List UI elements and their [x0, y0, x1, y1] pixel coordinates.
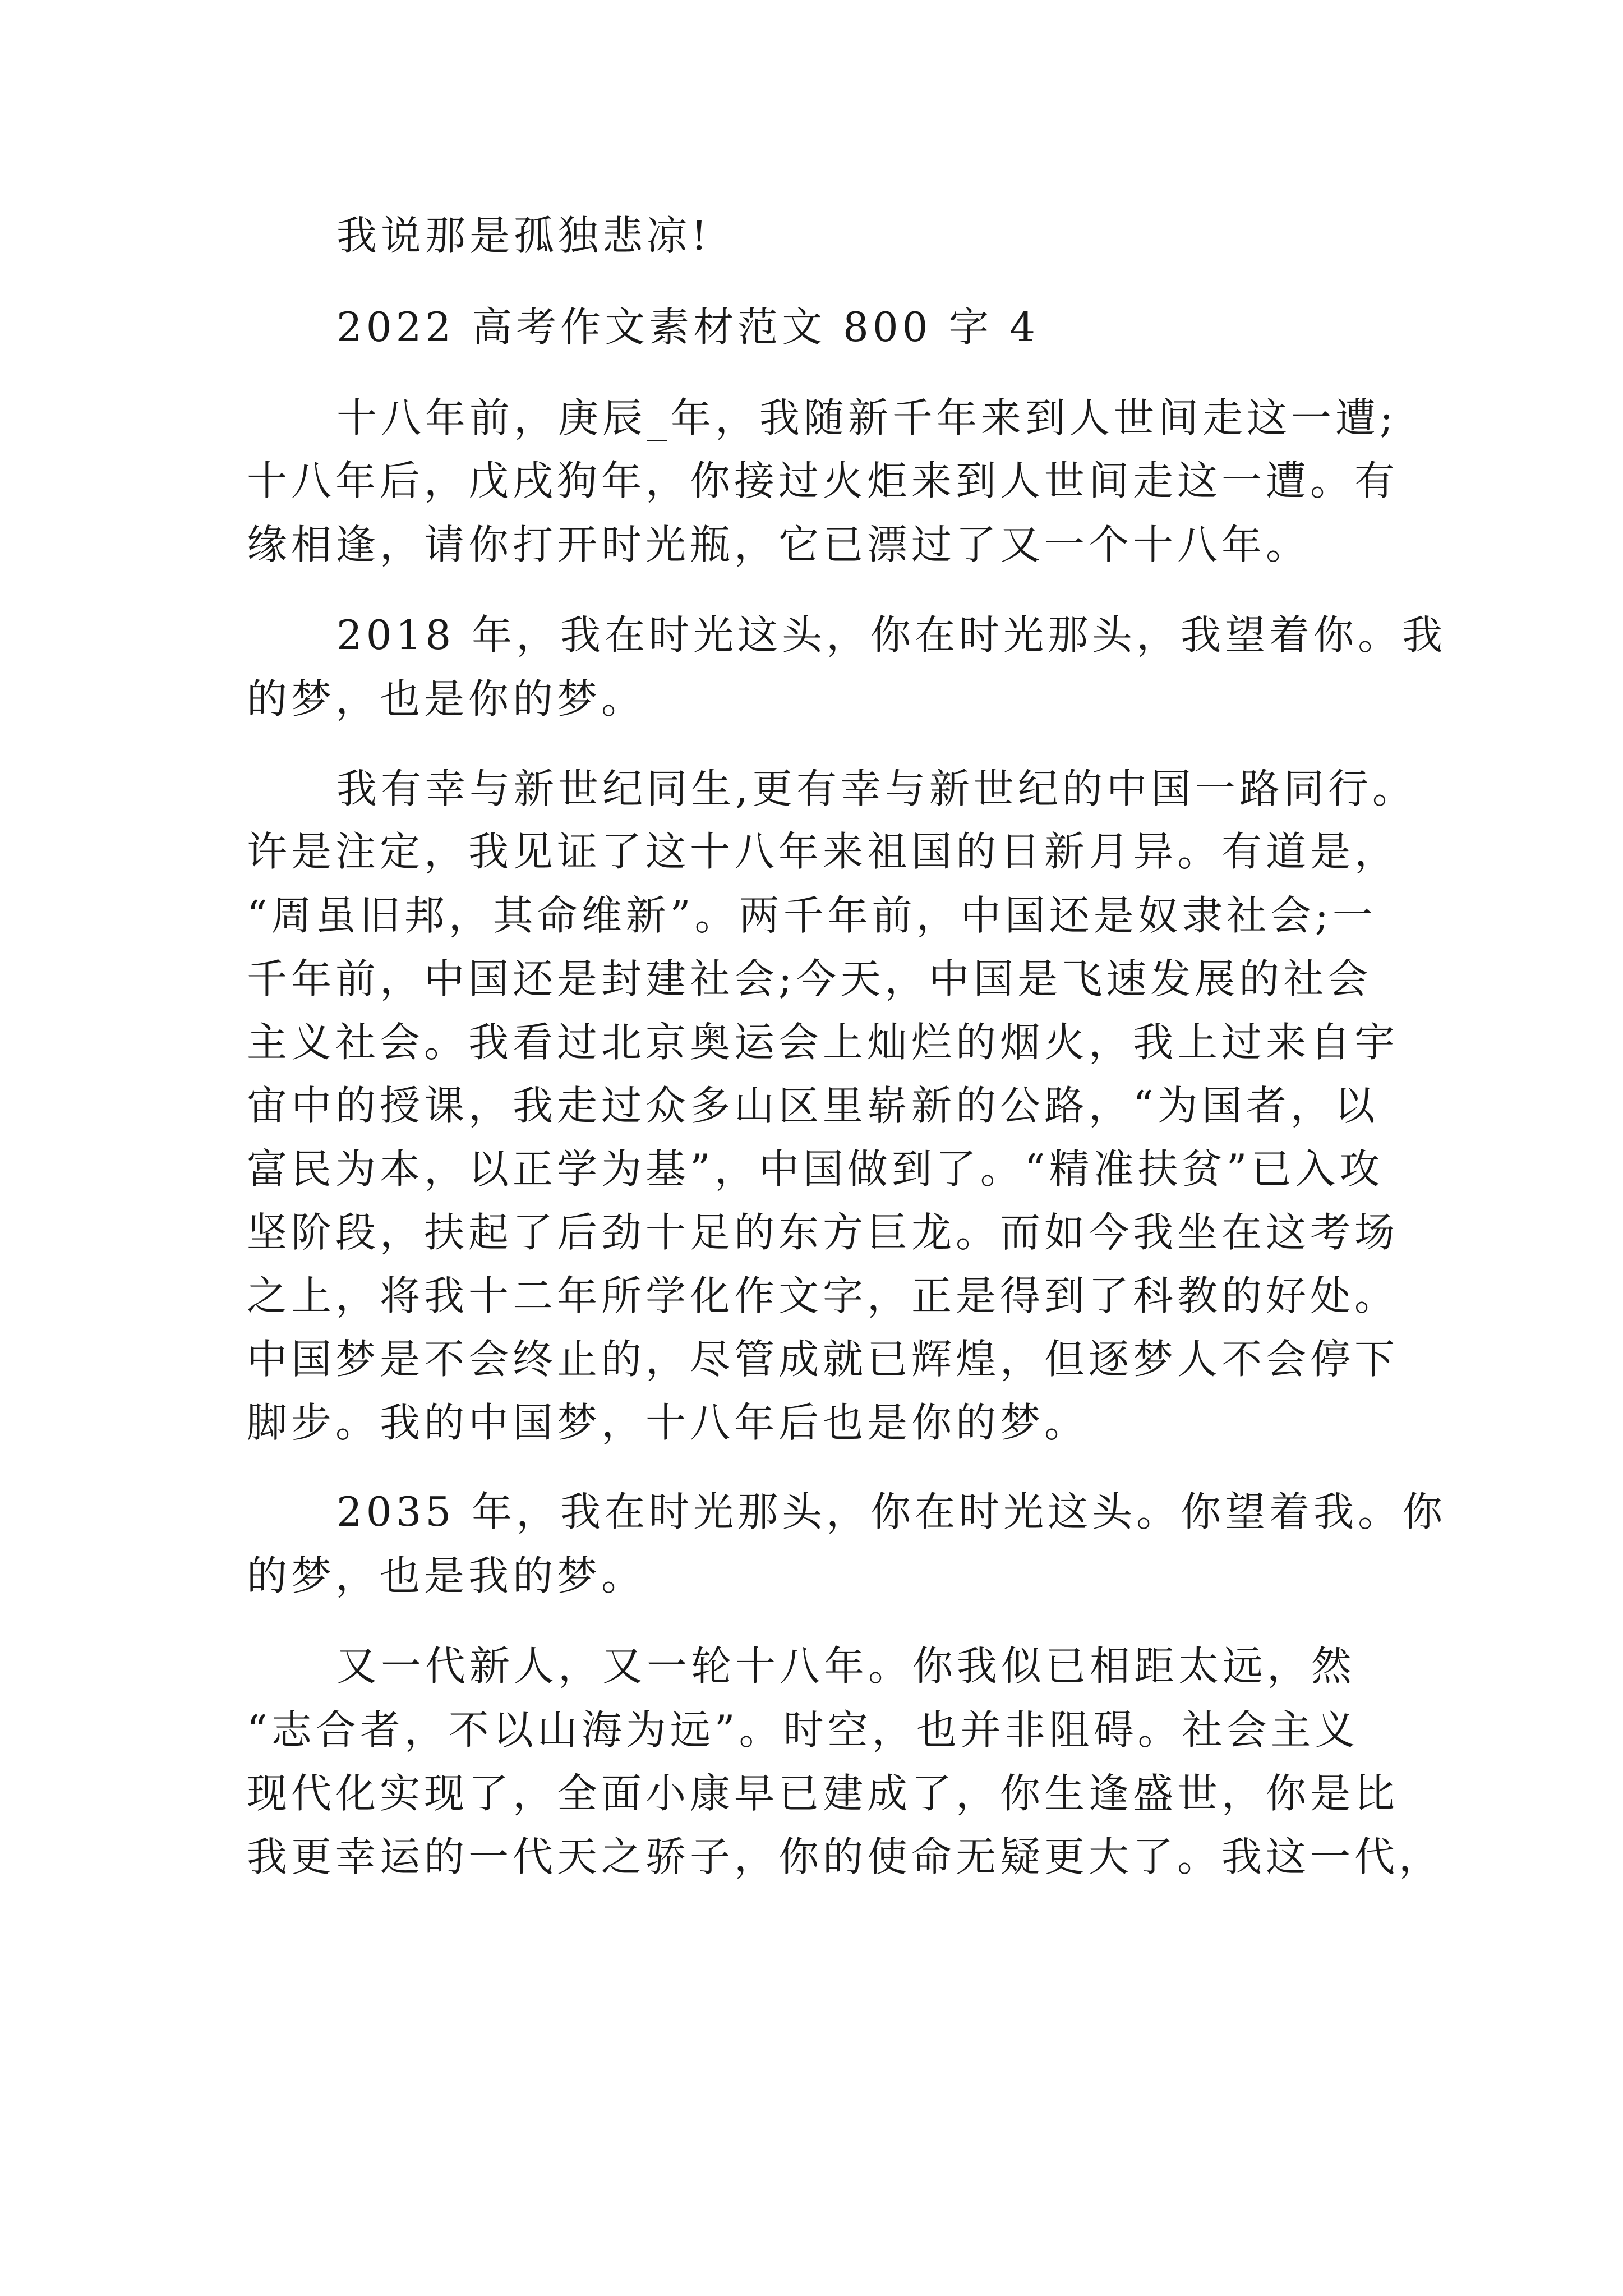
text-line-24: 我更幸运的一代天之骄子，你的使命无疑更大了。我这一代， [247, 1833, 1444, 1880]
text-line-8: 我有幸与新世纪同生,更有幸与新世纪的中国一路同行。 [336, 765, 1417, 812]
text-line-12: 主义社会。我看过北京奥运会上灿烂的烟火，我上过来自宇 [247, 1019, 1399, 1066]
text-line-21: 又一代新人，又一轮十八年。你我似已相距太远，然 [336, 1642, 1356, 1690]
text-line-22: “志合者，不以山海为远”。时空，也并非阻碍。社会主义 [247, 1706, 1359, 1754]
text-line-6: 2018 年，我在时光这头，你在时光那头，我望着你。我 [336, 611, 1447, 659]
text-line-16: 之上，将我十二年所学化作文字，正是得到了科教的好处。 [247, 1272, 1399, 1319]
text-line-20: 的梦，也是我的梦。 [247, 1552, 646, 1599]
text-line-4: 十八年后，戊戌狗年，你接过火炬来到人世间走这一遭。有 [247, 457, 1399, 504]
text-line-17: 中国梦是不会终止的，尽管成就已辉煌，但逐梦人不会停下 [247, 1336, 1399, 1383]
text-line-13: 宙中的授课，我走过众多山区里崭新的公路，“为国者，以 [247, 1082, 1379, 1129]
text-line-11: 千年前，中国还是封建社会;今天，中国是飞速发展的社会 [247, 955, 1372, 1002]
text-line-18: 脚步。我的中国梦，十八年后也是你的梦。 [247, 1399, 1089, 1446]
text-line-14: 富民为本，以正学为基”，中国做到了。“精准扶贫”已入攻 [247, 1145, 1384, 1193]
text-line-3: 十八年前，庚辰_年，我随新千年来到人世间走这一遭; [336, 394, 1398, 441]
text-line-15: 坚阶段，扶起了后劲十足的东方巨龙。而如今我坐在这考场 [247, 1209, 1399, 1256]
text-line-10: “周虽旧邦，其命维新”。两千年前，中国还是奴隶社会;一 [247, 892, 1377, 939]
text-line-23: 现代化实现了，全面小康早已建成了，你生逢盛世，你是比 [247, 1770, 1399, 1817]
text-line-1: 我说那是孤独悲凉! [336, 212, 711, 259]
text-line-7: 的梦，也是你的梦。 [247, 675, 646, 723]
text-line-5: 缘相逢，请你打开时光瓶，它已漂过了又一个十八年。 [247, 521, 1311, 568]
text-line-19: 2035 年，我在时光那头，你在时光这头。你望着我。你 [336, 1488, 1447, 1535]
section-heading: 2022 高考作文素材范文 800 字 4 [336, 303, 1040, 351]
text-line-9: 许是注定，我见证了这十八年来祖国的日新月异。有道是， [247, 828, 1399, 875]
